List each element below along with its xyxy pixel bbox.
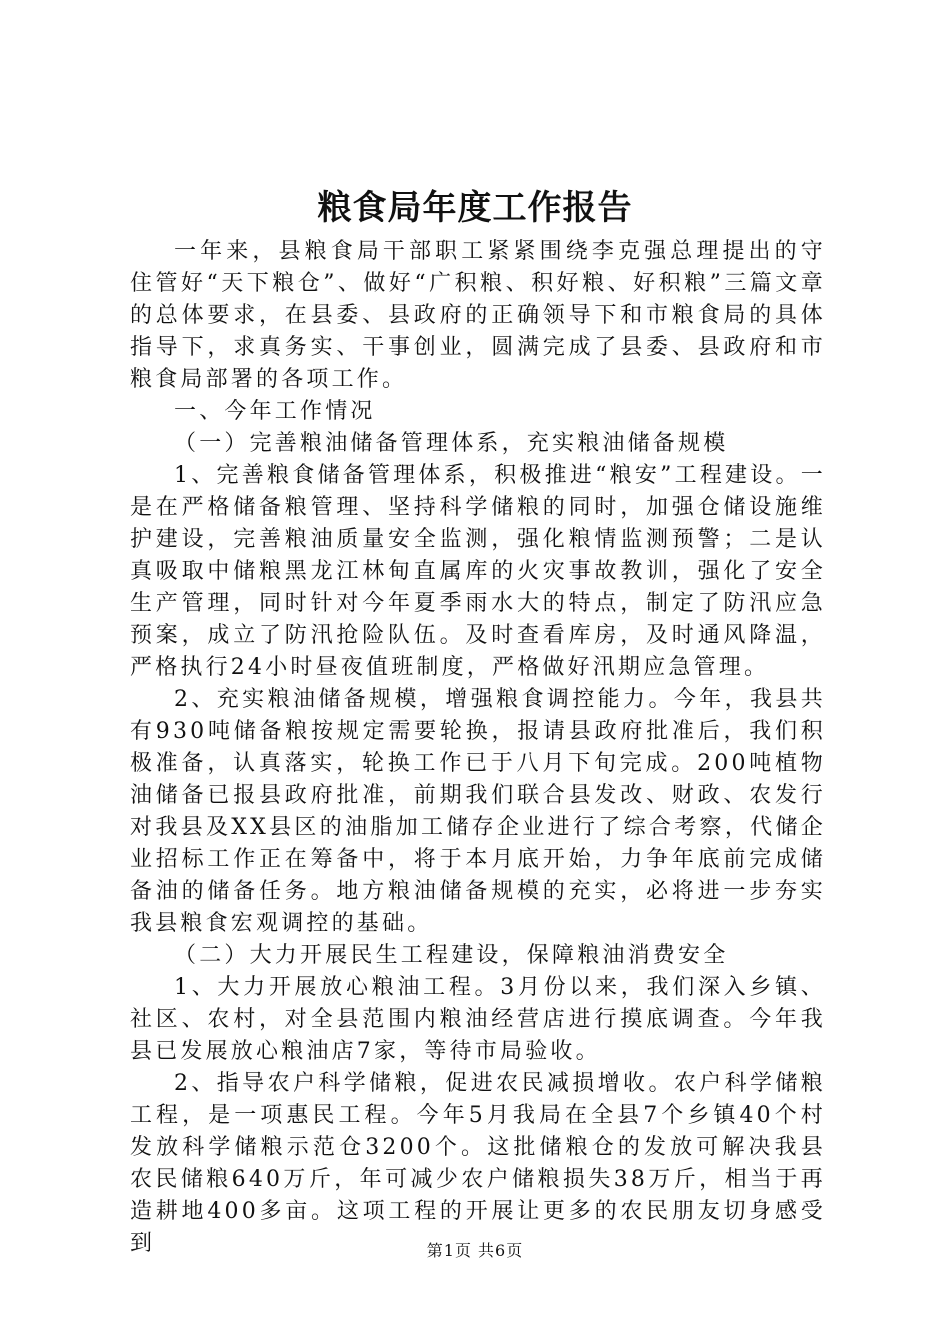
paragraph: 2、充实粮油储备规模，增强粮食调控能力。今年，我县共有930吨储备粮按规定需要轮换，报请县政府批准后，我们积极准备，认真落实，轮换工作已于八月下旬完成。200吨植物油储备已报县政府批准，前期我们联合县发改、财政、农发行对我县及XX县区的油脂加工储存企业进行了综合考察，代储企业招标工作正在筹备中，将于本月底开始，力争年底前完成储备油的储备任务。地方粮油储备规模的充实，必将进一步夯实我县粮食宏观调控的基础。 xyxy=(130,687,826,936)
subsection-heading: （二）大力开展民生工程建设，保障粮油消费安全 xyxy=(174,943,729,968)
subsection-heading: （一）完善粮油储备管理体系，充实粮油储备规模 xyxy=(174,431,729,456)
document-body xyxy=(130,236,826,1260)
page-number-footer: 第1页 共6页 xyxy=(426,1241,524,1260)
paragraph: 1、大力开展放心粮油工程。3月份以来，我们深入乡镇、社区、农村，对全县范围内粮油经营店进行摸底调查。今年我县已发展放心粮油店7家，等待市局验收。 xyxy=(130,975,826,1064)
document-title: 粮食局年度工作报告 xyxy=(317,188,633,228)
paragraph-intro: 一年来，县粮食局干部职工紧紧围绕李克强总理提出的守住管好“天下粮仓”、做好“广积粮、积好粮、好积粮”三篇文章的总体要求，在县委、县政府的正确领导下和市粮食局的具体指导下，求真务实、干事创业，圆满完成了县委、县政府和市粮食局部署的各项工作。 xyxy=(130,239,826,392)
section-heading: 一、今年工作情况 xyxy=(174,399,376,424)
paragraph: 2、指导农户科学储粮，促进农民减损增收。农户科学储粮工程，是一项惠民工程。今年5月我局在全县7个乡镇40个村发放科学储粮示范仓3200个。这批储粮仓的发放可解决我县农民储粮640万斤，年可减少农户储粮损失38万斤，相当于再造耕地400多亩。这项工程的开展让更多的农民朋友切身感受到 xyxy=(130,1071,826,1256)
paragraph: 1、完善粮食储备管理体系，积极推进“粮安”工程建设。一是在严格储备粮管理、坚持科学储粮的同时，加强仓储设施维护建设，完善粮油质量安全监测，强化粮情监测预警；二是认真吸取中储粮黑龙江林甸直属库的火灾事故教训，强化了安全生产管理，同时针对今年夏季雨水大的特点，制定了防汛应急预案，成立了防汛抢险队伍。及时查看库房，及时通风降温，严格执行24小时昼夜值班制度，严格做好汛期应急管理。 xyxy=(130,463,826,680)
